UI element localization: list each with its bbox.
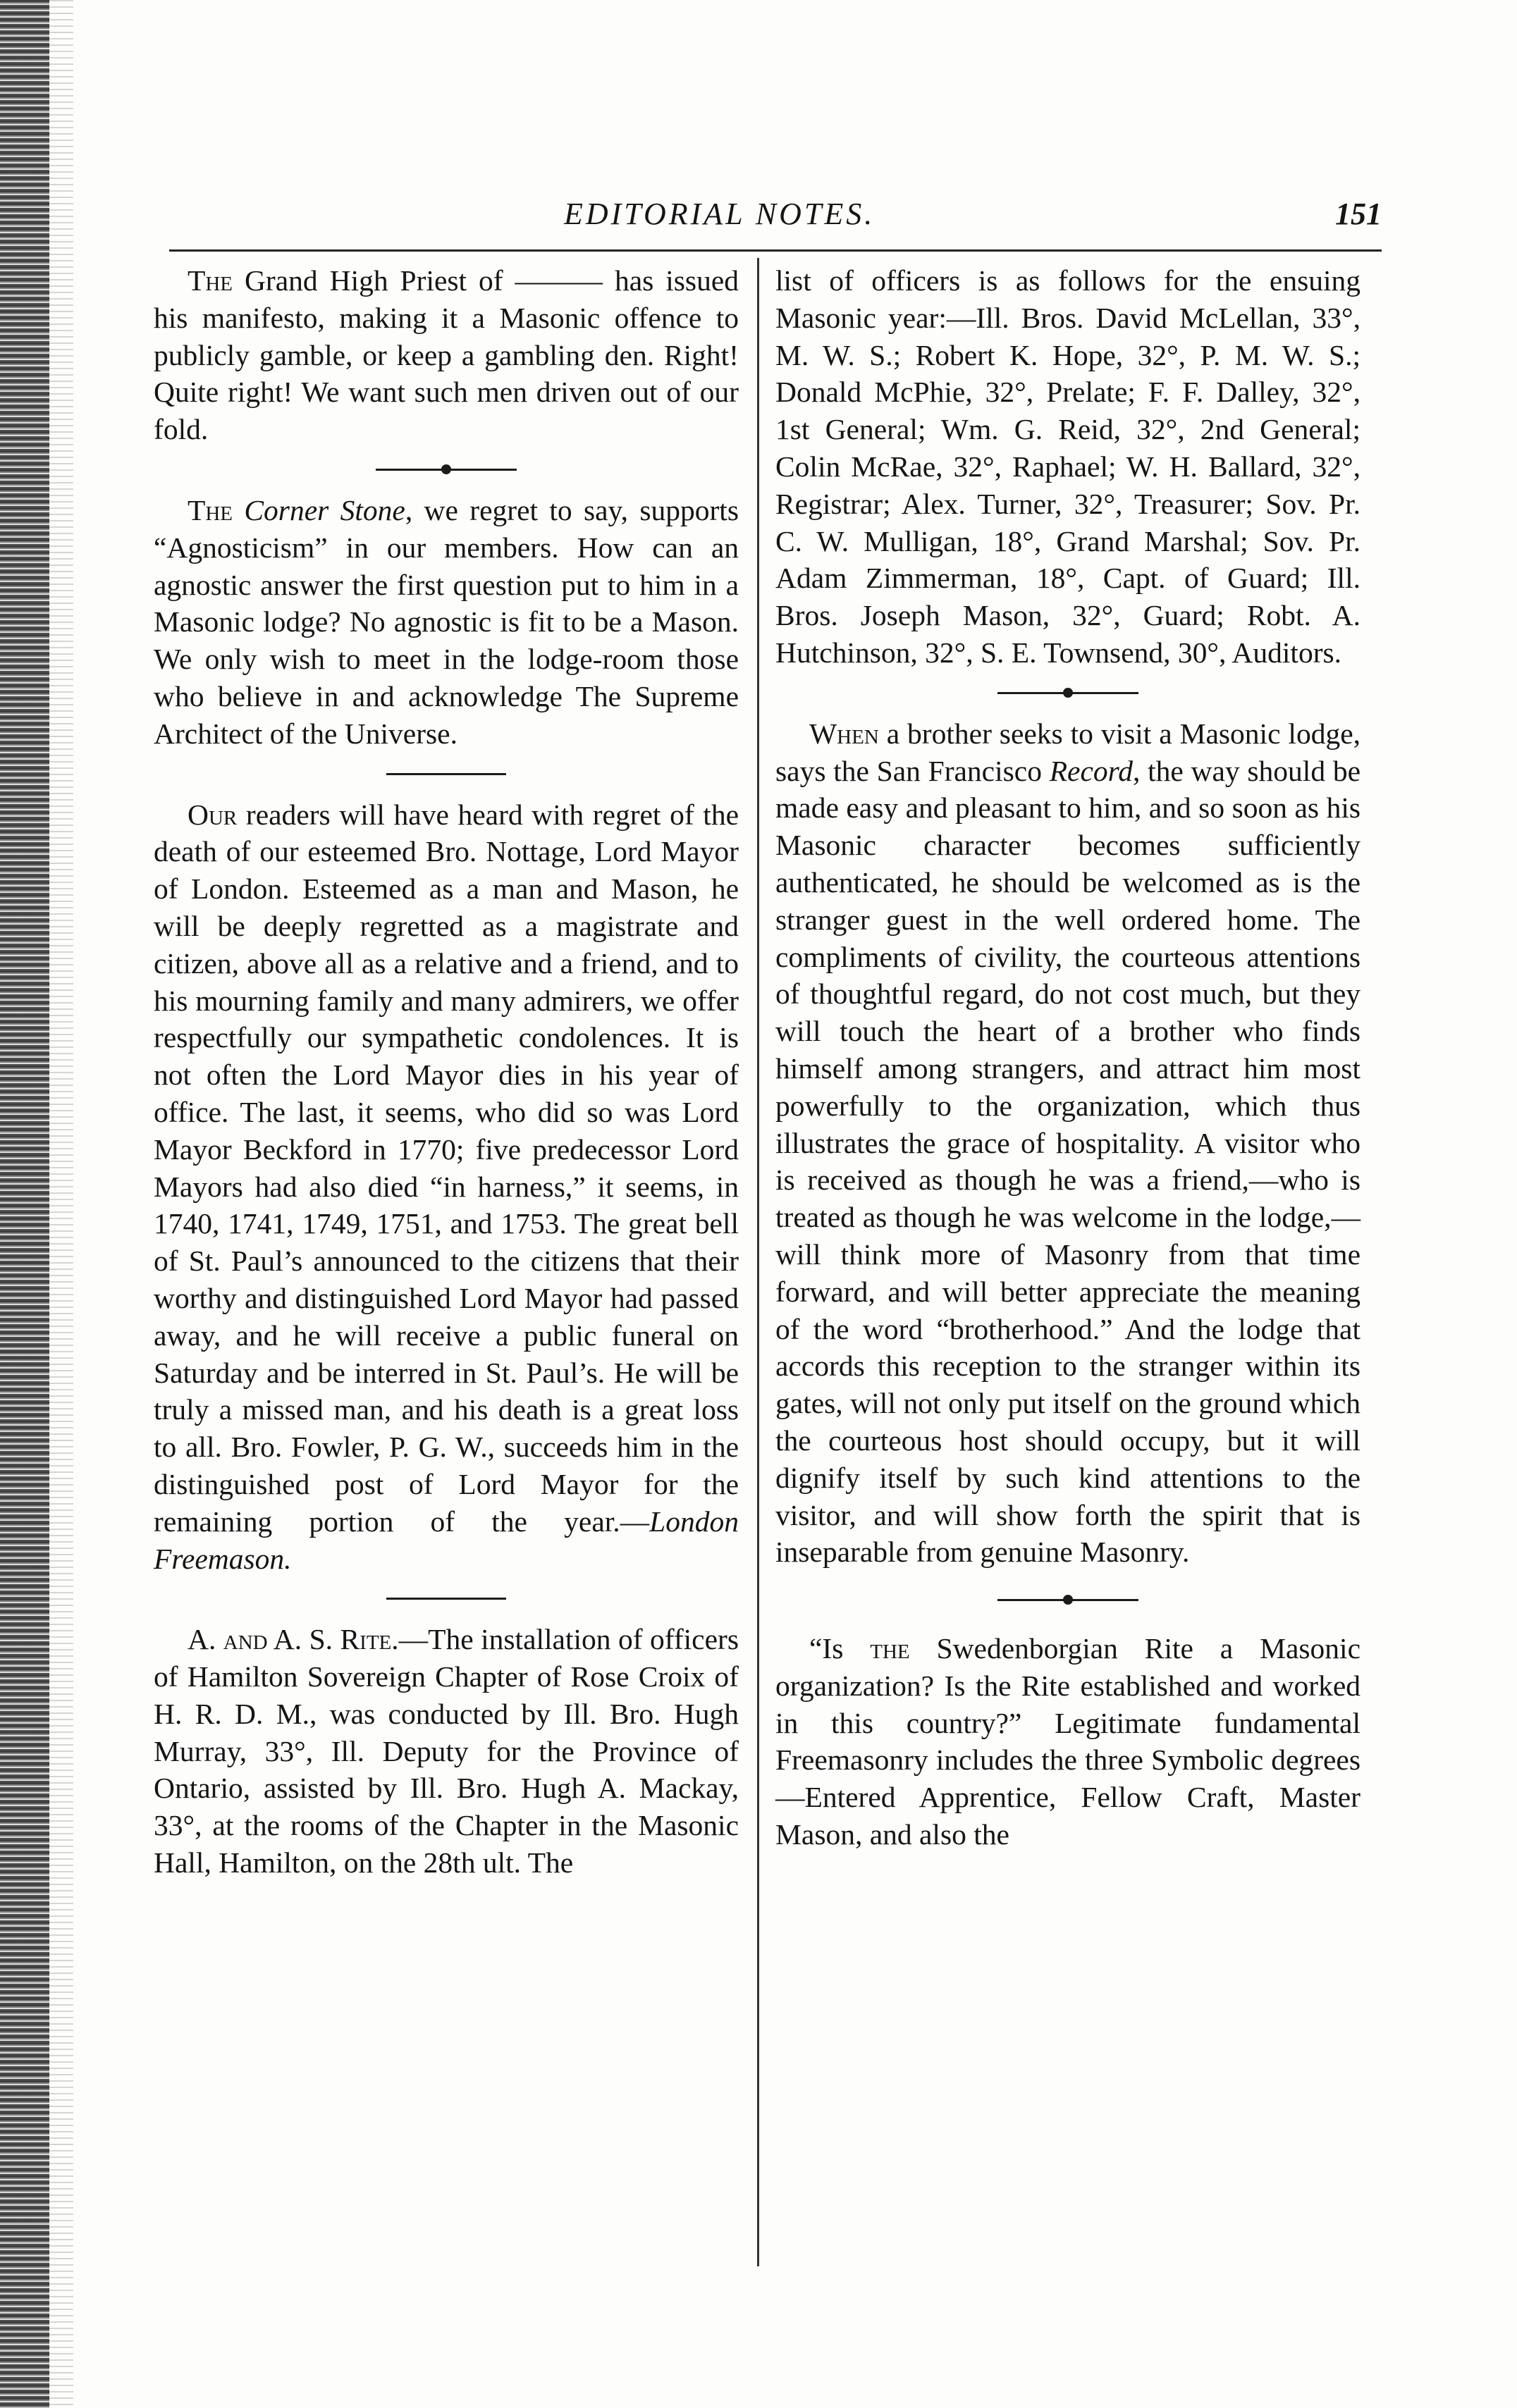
lead-word: the bbox=[870, 1632, 910, 1665]
note-a-and-a-s-rite bbox=[154, 1621, 739, 1882]
source-attribution: London Freemason. bbox=[154, 1505, 739, 1575]
paragraph-text: Grand High Priest of ——— has issued his manifesto, making it a Masonic offence to publicly gamble, or keep a gambling den. Right! Quite right! We want such men driven out of our fold. bbox=[154, 264, 739, 446]
note-grand-high-priest bbox=[154, 262, 739, 448]
paragraph-text: readers will have heard with regret of the death of our esteemed Bro. Nottage, Lord Mayor of London. Esteemed as a man and Mason, he will be deeply regretted as a magistrate and citizen, above all as a relative and a friend, and to his mourning family and many admirers, we offer respectfully our sympathetic condolences. It is not often the Lord Mayor dies in his year of office. The last, it seems, who did so was Lord Mayor Beckford in 1770; five predecessor Lord Mayors had also died “in harness,” it seems, in 1740, 1741, 1749, 1751, and 1753. The great bell of St. Paul’s announced to the citizens that their worthy and distinguished Lord Mayor had passed away, and he will receive a public funeral on Saturday and be interred in St. Paul’s. He will be truly a missed man, and his death is a great loss to all. Bro. Fowler, P. G. W., succeeds him in the distinguished post of Lord Mayor for the remaining portion of the year.— bbox=[154, 798, 739, 1538]
binding-shadow bbox=[49, 0, 73, 2408]
note-corner-stone bbox=[154, 492, 739, 753]
publication-title: Record bbox=[1049, 754, 1133, 787]
note-visiting-brother bbox=[775, 715, 1361, 1571]
paragraph-text: “Is bbox=[809, 1632, 871, 1665]
paragraph-text: , we regret to say, supports “Agnosticism” in our members. How can an agnostic answer the first question put to him in a Masonic lodge? No agnostic is fit to be a Mason. We only wish to meet in the lodge-room those who believe in and acknowledge The Supreme Architect of the Universe. bbox=[154, 493, 739, 750]
right-column bbox=[775, 262, 1361, 1853]
publication-title: Corner Stone bbox=[244, 493, 405, 526]
lead-text: A. S. bbox=[267, 1623, 340, 1656]
lead-text: Rite bbox=[340, 1623, 392, 1656]
section-separator bbox=[154, 448, 739, 492]
section-separator bbox=[775, 1571, 1361, 1630]
paragraph-text: .—The installation of officers of Hamilton Sovereign Chapter of Rose Croix of H. R. D. M., was conducted by Ill. Bro. Hugh Murray, 33°, Ill. Deputy for the Province of Ontario, assisted by Ill. Bro. Hugh A. Mackay, 33°, at the rooms of the Chapter in the Masonic Hall, Hamilton, on the 28th ult. The bbox=[154, 1623, 739, 1879]
lead-text: and bbox=[223, 1623, 268, 1656]
page-number: 151 bbox=[1335, 197, 1382, 231]
paragraph-text: Swedenborgian Rite a Masonic organization? Is the Rite established and worked in this country?” Legitimate fundamental Freemasonry includes the three Symbolic degrees—Entered Apprentice, Fellow Craft, Master Mason, and also the bbox=[775, 1632, 1361, 1851]
column-divider bbox=[757, 258, 759, 2266]
lead-word: The bbox=[188, 493, 233, 526]
lead-text: A. bbox=[188, 1623, 223, 1656]
section-separator bbox=[154, 753, 739, 796]
paragraph-text: , the way should be made easy and pleasant to him, and so soon as his Masonic character becomes sufficiently authenticated, he should be welcomed as is the stranger guest in the well ordered home. The compliments of civility, the courteous attentions of thoughtful regard, do not cost much, but they will touch the heart of a brother who finds himself among strangers, and attract him most powerfully to the organization, which thus illustrates the grace of hospitality. A visitor who is received as though he was a friend,—who is treated as though he was welcome in the lodge,—will think more of Masonry from that time forward, and will better appreciate the meaning of the word “brotherhood.” And the lodge that accords this reception to the stranger within its gates, will not only put itself on the ground which the courteous host should occupy, but it will dignify itself by such kind attentions to the visitor, and will show forth the spirit that is inseparable from genuine Masonry. bbox=[775, 754, 1361, 1569]
page-header bbox=[169, 196, 1382, 245]
header-rule bbox=[169, 249, 1382, 252]
note-lord-mayor bbox=[154, 796, 739, 1578]
note-officers-list bbox=[775, 262, 1361, 672]
section-separator bbox=[154, 1577, 739, 1621]
section-separator bbox=[775, 672, 1361, 715]
left-column bbox=[154, 262, 739, 1882]
paragraph-text: a brother seeks to visit a Masonic lodge, says the San Francisco bbox=[775, 717, 1361, 787]
running-title: EDITORIAL NOTES. bbox=[564, 197, 876, 231]
binding-edge-scan bbox=[0, 0, 49, 2408]
note-swedenborgian-rite bbox=[775, 1630, 1361, 1853]
lead-word: The bbox=[188, 264, 233, 297]
lead-word: When bbox=[809, 717, 879, 750]
paragraph-text: list of officers is as follows for the ensuing Masonic year:—Ill. Bros. David McLellan, 33°, M. W. S.; Robert K. Hope, 32°, P. M. W. S.; Donald McPhie, 32°, Prelate; F. F. Dalley, 32°, 1st General; Wm. G. Reid, 32°, 2nd General; Colin McRae, 32°, Raphael; W. H. Ballard, 32°, Registrar; Alex. Turner, 32°, Treasurer; Sov. Pr. C. W. Mulligan, 18°, Grand Marshal; Sov. Pr. Adam Zimmerman, 18°, Capt. of Guard; Ill. Bros. Joseph Mason, 32°, Guard; Robt. A. Hutchinson, 32°, S. E. Townsend, 30°, Auditors. bbox=[775, 264, 1361, 669]
lead-word: Our bbox=[188, 798, 238, 831]
